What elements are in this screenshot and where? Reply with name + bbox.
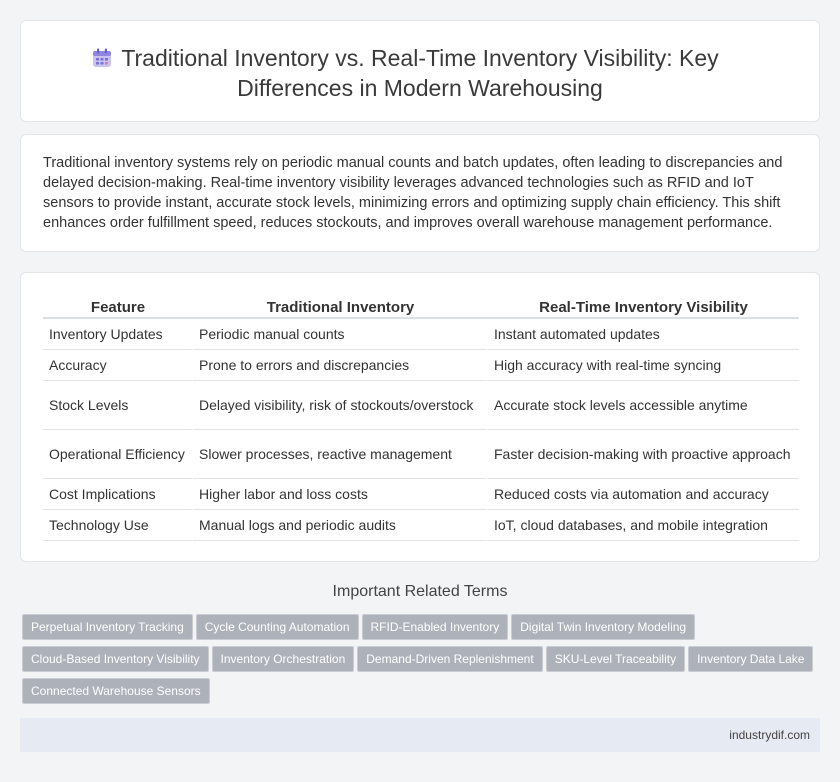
table-row (43, 479, 799, 510)
table-row (43, 381, 799, 430)
tag-sku-level-traceability[interactable]: SKU-Level Traceability (546, 646, 685, 672)
tag-rfid-enabled-inventory[interactable]: RFID-Enabled Inventory (362, 614, 509, 640)
intro-paragraph: Traditional inventory systems rely on periodic manual counts and batch updates, often leading to discrepancies and delayed decision-making. Real-time inventory visibility leverages advanced technologies such as RFID and IoT sensors to provide instant, accurate stock levels, minimizing errors and optimizing supply chain efficiency. This shift enhances order fulfillment speed, reduces stockouts, and improves overall warehouse management performance. (43, 155, 783, 231)
page-title-line-2: Differences in Modern Warehousing (237, 75, 603, 101)
table-row (43, 510, 799, 541)
feature-cell: Accuracy (43, 350, 193, 381)
feature-cell: Technology Use (43, 510, 193, 541)
traditional-cell: Manual logs and periodic audits (193, 510, 488, 541)
column-header-traditional: Traditional Inventory (193, 293, 488, 319)
table-row (43, 350, 799, 381)
tag-cycle-counting-automation[interactable]: Cycle Counting Automation (196, 614, 359, 640)
traditional-cell: Slower processes, reactive management (193, 430, 488, 479)
related-terms-tags (22, 614, 822, 710)
traditional-cell: Periodic manual counts (193, 319, 488, 350)
tag-perpetual-inventory-tracking[interactable]: Perpetual Inventory Tracking (22, 614, 193, 640)
tag-digital-twin-inventory-modeling[interactable]: Digital Twin Inventory Modeling (511, 614, 695, 640)
intro-card (20, 134, 820, 252)
tag-inventory-data-lake[interactable]: Inventory Data Lake (688, 646, 813, 672)
feature-cell: Inventory Updates (43, 319, 193, 350)
traditional-cell: Higher labor and loss costs (193, 479, 488, 510)
realtime-cell: IoT, cloud databases, and mobile integration (488, 510, 799, 541)
page-title (21, 43, 819, 103)
traditional-cell: Delayed visibility, risk of stockouts/overstock (193, 381, 488, 430)
tag-demand-driven-replenishment[interactable]: Demand-Driven Replenishment (357, 646, 542, 672)
page-title-line-1: Traditional Inventory vs. Real-Time Inventory Visibility: Key (121, 45, 719, 71)
realtime-cell: Reduced costs via automation and accuracy (488, 479, 799, 510)
tag-inventory-orchestration[interactable]: Inventory Orchestration (212, 646, 355, 672)
tag-connected-warehouse-sensors[interactable]: Connected Warehouse Sensors (22, 678, 210, 704)
table-row (43, 430, 799, 479)
realtime-cell: High accuracy with real-time syncing (488, 350, 799, 381)
comparison-table (43, 293, 799, 541)
related-terms-title: Important Related Terms (332, 583, 508, 600)
realtime-cell: Instant automated updates (488, 319, 799, 350)
comparison-table-card (20, 272, 820, 562)
footer (20, 718, 820, 752)
tag-cloud-based-inventory-visibility[interactable]: Cloud-Based Inventory Visibility (22, 646, 209, 672)
feature-cell: Stock Levels (43, 381, 193, 430)
table-header-row (43, 293, 799, 319)
column-header-feature: Feature (43, 293, 193, 319)
traditional-cell: Prone to errors and discrepancies (193, 350, 488, 381)
realtime-cell: Accurate stock levels accessible anytime (488, 381, 799, 430)
title-card (20, 20, 820, 122)
feature-cell: Cost Implications (43, 479, 193, 510)
feature-cell: Operational Efficiency (43, 430, 193, 479)
realtime-cell: Faster decision-making with proactive approach (488, 430, 799, 479)
column-header-realtime: Real-Time Inventory Visibility (488, 293, 799, 319)
table-row (43, 319, 799, 350)
footer-site-link[interactable]: industrydif.com (729, 728, 810, 742)
